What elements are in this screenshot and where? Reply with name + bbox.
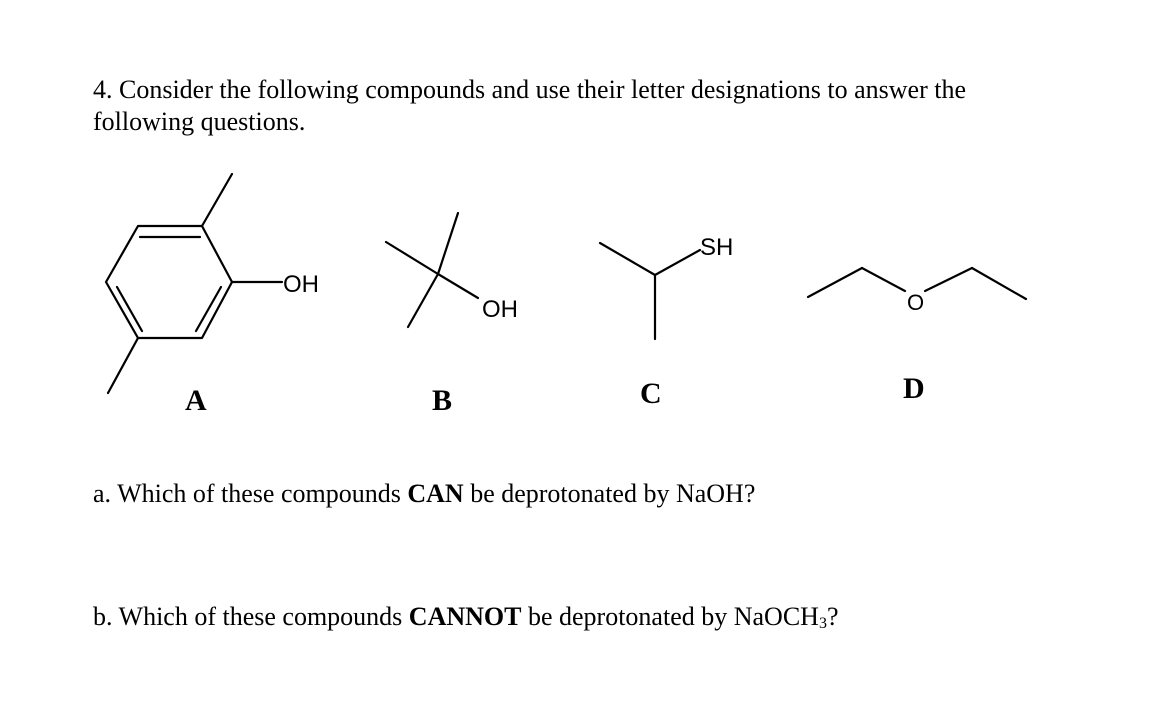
methyl-bond-bottom	[408, 274, 438, 327]
compound-label-b: B	[432, 384, 453, 417]
part-b-suffix: be deprotonated by NaOCH	[521, 602, 819, 631]
ethyl-bond-left-2	[862, 268, 905, 291]
question-line-2: following questions.	[93, 107, 306, 136]
methyl-bond-bottom	[108, 338, 138, 393]
hydroxyl-label-b: OH	[482, 296, 518, 323]
ethyl-bond-left-1	[808, 268, 862, 297]
methyl-bond-left	[386, 242, 438, 274]
part-b-subscript: 3	[818, 615, 827, 632]
compound-label-c: C	[640, 377, 662, 410]
methyl-bond-top	[438, 213, 458, 274]
thiol-label-c: SH	[700, 234, 734, 261]
thiol-bond	[655, 250, 700, 275]
compound-c-structure	[600, 234, 733, 339]
compound-a-structure	[106, 174, 319, 393]
ethyl-bond-right-1	[925, 268, 972, 291]
compound-label-d: D	[903, 372, 925, 405]
part-a-suffix: be deprotonated by NaOH?	[463, 479, 756, 508]
part-a-prefix: a. Which of these compounds	[93, 479, 408, 508]
part-b-prefix: b. Which of these compounds	[93, 602, 409, 631]
compound-b-structure	[386, 213, 518, 327]
hydroxyl-label-a: OH	[283, 271, 319, 298]
ethyl-bond-right-2	[972, 268, 1026, 299]
ether-oxygen-label: O	[907, 290, 925, 315]
question-part-b	[93, 601, 839, 640]
compound-d-structure	[808, 268, 1026, 315]
question-line-1: 4. Consider the following compounds and use their letter designations to answer the	[93, 75, 966, 104]
methyl-bond-left	[600, 243, 655, 275]
benzene-ring	[106, 226, 232, 338]
question-part-a	[93, 478, 755, 510]
compound-label-a: A	[185, 384, 207, 417]
part-b-emphasis: CANNOT	[408, 602, 522, 631]
part-b-question-mark: ?	[826, 602, 839, 631]
hydroxyl-bond	[438, 274, 478, 298]
part-a-emphasis: CAN	[407, 479, 464, 508]
methyl-bond-top	[202, 174, 232, 226]
